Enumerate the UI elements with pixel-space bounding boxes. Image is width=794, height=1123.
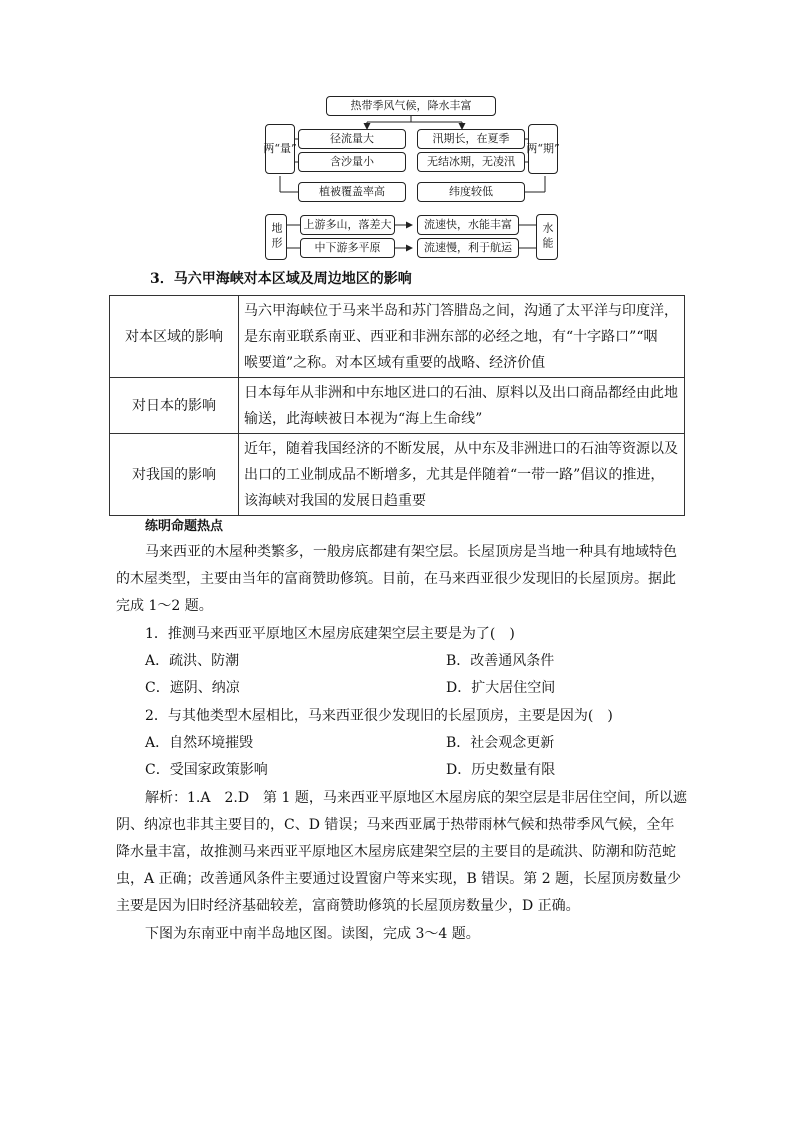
table-row <box>110 296 685 378</box>
bottom-right-item-1: 流速快，水能丰富 <box>417 215 519 235</box>
q1-option-c: C．遮阴、纳凉 <box>145 680 240 696</box>
analysis-line-5: 主要是因为旧时经济基础较差，富商赞助修筑的长屋顶房数量少，D 正确。 <box>116 898 580 914</box>
row-line: 喉要道”之称。对本区域有重要的战略、经济价值 <box>244 354 546 371</box>
analysis-line-1: 解析：1.A 2.D 第 1 题，马来西亚平原地区木屋房底的架空层是非居住空间，所以遮 <box>145 790 687 806</box>
row-line: 近年，随着我国经济的不断发展，从中东及非洲进口的石油等资源以及 <box>244 440 678 457</box>
diagram-left-group <box>265 124 295 174</box>
analysis-line-4: 虫，A 正确；改善通风条件主要通过设置窗户等来实现，B 错误。第 2 题，长屋顶房数量少 <box>116 871 682 887</box>
diagram-top-box: 热带季风气候，降水丰富 <box>326 96 496 116</box>
table-row <box>110 378 685 434</box>
left-group-label: 两“量” <box>263 142 297 155</box>
left-item-1: 径流量大 <box>298 129 406 149</box>
section3-heading: 3．马六甲海峡对本区域及周边地区的影响 <box>150 271 412 287</box>
question-2: 2．与其他类型木屋相比，马来西亚很少发现旧的长屋顶房，主要是因为( ) <box>145 708 613 724</box>
analysis-line-3: 降水量丰富，故推测马来西亚平原地区木屋房底建架空层的主要目的是疏洪、防潮和防范蛇 <box>116 844 676 860</box>
bottom-left-item-1: 上游多山，落差大 <box>300 215 395 235</box>
row-line: 出口的工业制成品不断增多，尤其是伴随着“一带一路”倡议的推进， <box>244 466 665 483</box>
practice-heading: 练明命题热点 <box>145 519 224 534</box>
row-line: 输送，此海峡被日本视为“海上生命线” <box>244 410 483 427</box>
strait-impact-table <box>109 295 685 516</box>
row-key: 对本区域的影响 <box>110 296 239 378</box>
right-item-1: 汛期长，在夏季 <box>417 129 525 149</box>
bottom-left-group-label: 地形 <box>270 222 283 252</box>
row-line: 是东南亚联系南亚、西亚和非洲东部的必经之地，有“十字路口”“咽 <box>244 328 658 345</box>
q2-option-c: C．受国家政策影响 <box>145 762 268 778</box>
right-item-2: 无结冰期，无凌汛 <box>417 152 525 172</box>
left-item-2: 含沙量小 <box>298 152 406 172</box>
q2-option-b: B．社会观念更新 <box>446 735 555 751</box>
q2-option-d: D．历史数量有限 <box>446 762 556 778</box>
q2-option-a: A．自然环境摧毁 <box>145 735 254 751</box>
bottom-right-item-2: 流速慢，利于航运 <box>417 238 519 258</box>
table-row <box>110 434 685 516</box>
intro-line-1: 马来西亚的木屋种类繁多，一般房底都建有架空层。长屋顶房是当地一种具有地域特色 <box>145 544 677 560</box>
right-group-label: 两“期” <box>526 142 560 155</box>
row-value <box>239 378 685 434</box>
analysis-line-2: 阴、纳凉也非其主要目的，C、D 错误；马来西亚属于热带雨林气候和热带季风气候，全年 <box>116 817 675 833</box>
row-key: 对日本的影响 <box>110 378 239 434</box>
diagram-right-group <box>528 124 558 174</box>
intro-line-3: 完成 1～2 题。 <box>116 598 213 614</box>
question-1: 1．推测马来西亚平原地区木屋房底建架空层主要是为了( ) <box>145 626 515 642</box>
next-instruction: 下图为东南亚中南半岛地区图。读图，完成 3～4 题。 <box>145 926 480 942</box>
left-item-3: 植被覆盖率高 <box>298 182 406 202</box>
right-item-3: 纬度较低 <box>417 182 525 202</box>
q1-option-a: A．疏洪、防潮 <box>145 653 240 669</box>
row-line: 马六甲海峡位于马来半岛和苏门答腊岛之间，沟通了太平洋与印度洋， <box>244 302 678 319</box>
bottom-left-item-2: 中下游多平原 <box>300 238 395 258</box>
row-key: 对我国的影响 <box>110 434 239 516</box>
diagram-bottom-right-group <box>536 214 558 260</box>
intro-line-2: 的木屋类型，主要由当年的富商赞助修筑。目前，在马来西亚很少发现旧的长屋顶房。据此 <box>116 571 676 587</box>
row-line: 该海峡对我国的发展日趋重要 <box>244 492 426 509</box>
row-value <box>239 434 685 516</box>
q1-option-b: B．改善通风条件 <box>446 653 555 669</box>
row-value <box>239 296 685 378</box>
diagram-bottom-left-group <box>265 214 287 260</box>
bottom-right-group-label: 水能 <box>541 222 554 252</box>
row-line: 日本每年从非洲和中东地区进口的石油、原料以及出口商品都经由此地 <box>244 384 678 401</box>
q1-option-d: D．扩大居住空间 <box>446 680 556 696</box>
